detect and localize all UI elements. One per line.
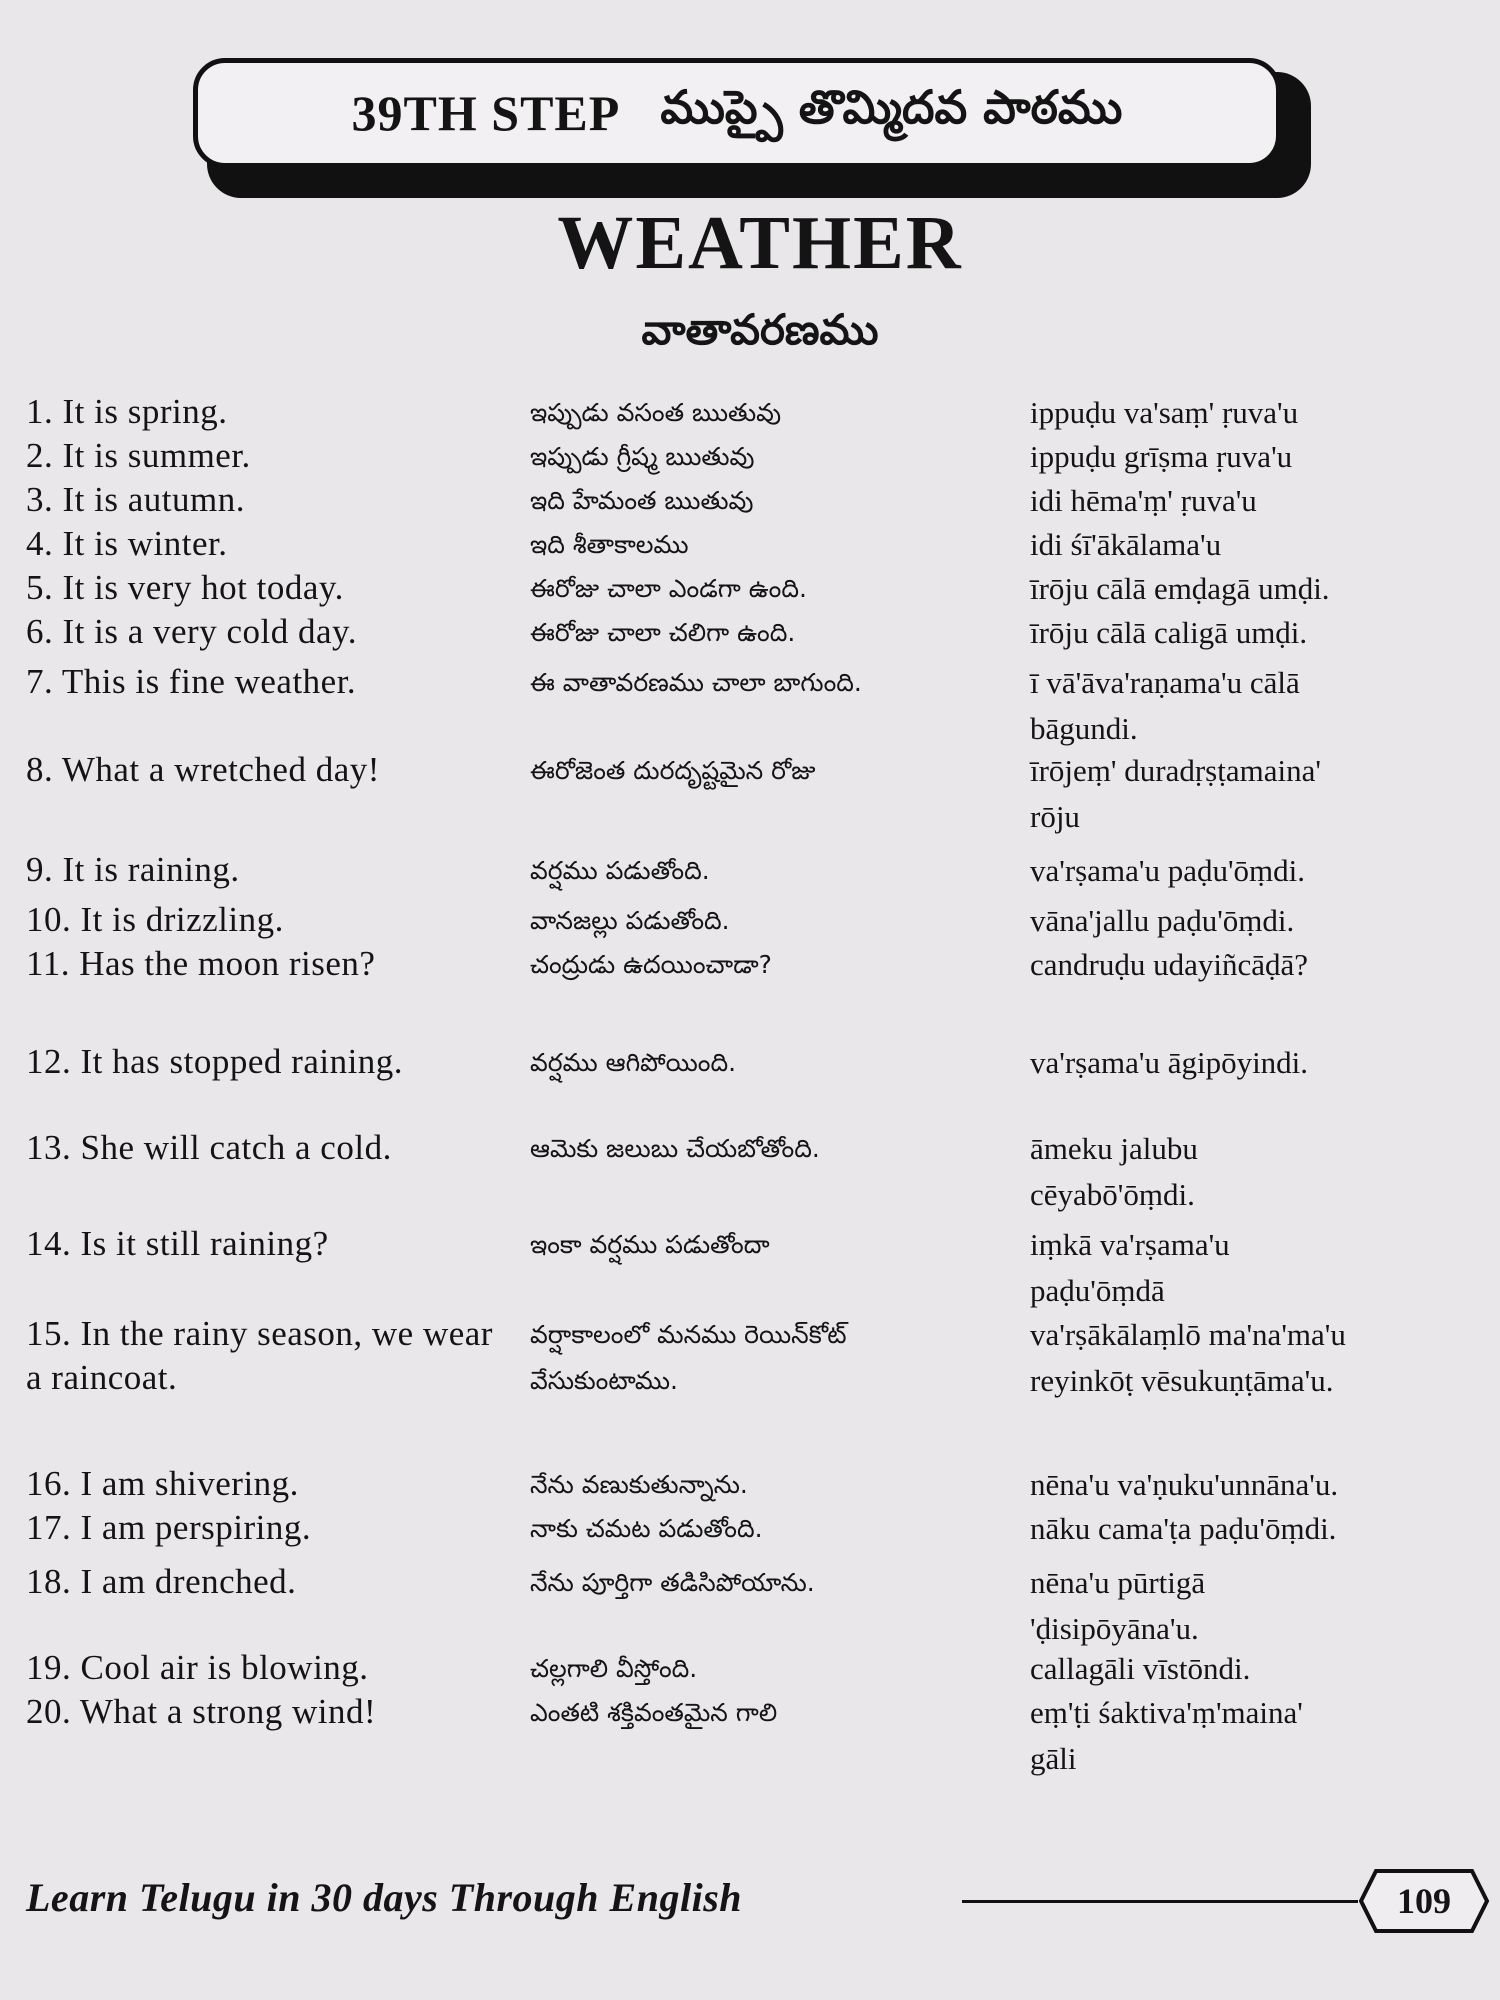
step-telugu-label: ముప్పై తొమ్మిదవ పాఠము [660,80,1123,134]
telugu-phrase: వానజల్లు పడుతోంది. [530,906,730,935]
english-phrase: 4. It is winter. [26,524,228,563]
english-phrase: 2. It is summer. [26,436,251,475]
page-title: WEATHER [557,201,963,285]
transliteration: iṃkā va'rṣama'u paḍu'ōṃdā [1030,1227,1230,1308]
telugu-phrase: చల్లగాలి వీస్తోంది. [530,1654,698,1683]
transliteration: va'rṣama'u paḍu'ōṃdi. [1030,853,1306,888]
telugu-phrase: ఈరోజెంత దురదృష్టమైన రోజు [530,756,816,785]
english-phrase: 15. In the rainy season, we wear a raincoat. [26,1314,493,1397]
transliteration: nāku cama'ṭa paḍu'ōṃdi. [1030,1511,1337,1546]
telugu-phrase: నాకు చమట పడుతోంది. [530,1514,763,1543]
page-subtitle-telugu: వాతావరణము [641,305,879,354]
telugu-phrase: చంద్రుడు ఉదయించాడా? [530,950,772,979]
transliteration: eṃ'ṭi śaktiva'ṃ'maina' gāli [1030,1695,1303,1776]
transliteration: callagāli vīstōndi. [1030,1651,1251,1686]
telugu-phrase: ఈరోజు చాలా ఎండగా ఉంది. [530,574,807,603]
english-phrase: 6. It is a very cold day. [26,612,357,651]
telugu-phrase: ఇంకా వర్షము పడుతోందా [530,1230,770,1259]
english-phrase: 14. Is it still raining? [26,1224,329,1263]
transliteration: īrōju cālā caligā umḍi. [1030,615,1308,650]
english-phrase: 1. It is spring. [26,392,228,431]
transliteration: ippuḍu grīṣma ṛuva'u [1030,439,1293,474]
telugu-phrase: ఇప్పుడు వసంత ఋతువు [530,398,782,427]
telugu-phrase: వర్షాకాలంలో మనము రెయిన్‌కోట్ వేసుకుంటాము. [530,1320,847,1395]
transliteration: va'rṣākālaṃlō ma'na'ma'u reyinkōṭ vēsukuṇṭāma'u. [1030,1317,1346,1398]
transliteration: īrōju cālā emḍagā umḍi. [1030,571,1330,606]
telugu-phrase: నేను వణుకుతున్నాను. [530,1470,748,1499]
english-phrase: 13. She will catch a cold. [26,1128,392,1167]
book-title-footer: Learn Telugu in 30 days Through English [26,1875,743,1920]
telugu-phrase: నేను పూర్తిగా తడిసిపోయాను. [530,1568,815,1597]
transliteration: va'rṣama'u āgipōyindi. [1030,1045,1309,1080]
english-phrase: 19. Cool air is blowing. [26,1648,369,1687]
telugu-phrase: ఇది హేమంత ఋతువు [530,486,754,515]
footer-rule [962,1900,1358,1903]
transliteration: nēna'u pūrtigā 'ḍisipōyāna'u. [1030,1565,1206,1646]
telugu-phrase: ఇది శీతాకాలము [530,530,689,559]
english-phrase: 11. Has the moon risen? [26,944,376,983]
telugu-phrase: వర్షము ఆగిపోయింది. [530,1048,737,1077]
english-phrase: 16. I am shivering. [26,1464,299,1503]
telugu-phrase: ఎంతటి శక్తివంతమైన గాలి [530,1698,778,1727]
english-phrase: 3. It is autumn. [26,480,245,519]
telugu-phrase: ఈ వాతావరణము చాలా బాగుంది. [530,668,862,697]
page-number: 109 [1397,1881,1451,1921]
english-phrase: 10. It is drizzling. [26,900,284,939]
transliteration: candruḍu udayiñcāḍā? [1030,947,1309,982]
page-number-badge [1358,1868,1490,1934]
transliteration: ippuḍu va'saṃ' ṛuva'u [1030,395,1299,430]
step-label: 39TH STEP [351,85,621,141]
english-phrase: 5. It is very hot today. [26,568,344,607]
transliteration: ī vā'āva'raṇama'u cālā bāgundi. [1030,665,1300,746]
english-phrase: 9. It is raining. [26,850,240,889]
transliteration: nēna'u va'ṇuku'unnāna'u. [1030,1467,1339,1502]
transliteration: āmeku jalubu cēyabō'ōṃdi. [1030,1131,1198,1212]
transliteration: īrōjeṃ' duradṛṣṭamaina' rōju [1030,753,1321,834]
english-phrase: 17. I am perspiring. [26,1508,312,1547]
transliteration: vāna'jallu paḍu'ōṃdi. [1030,903,1295,938]
english-phrase: 8. What a wretched day! [26,750,380,789]
telugu-phrase: వర్షము పడుతోంది. [530,856,710,885]
telugu-phrase: ఇప్పుడు గ్రీష్మ ఋతువు [530,442,755,471]
transliteration: idi śī'ākālama'u [1030,527,1222,562]
english-phrase: 20. What a strong wind! [26,1692,377,1731]
english-phrase: 18. I am drenched. [26,1562,297,1601]
english-phrase: 12. It has stopped raining. [26,1042,404,1081]
telugu-phrase: ఈరోజు చాలా చలిగా ఉంది. [530,618,796,647]
transliteration: idi hēma'ṃ' ṛuva'u [1030,483,1257,518]
english-phrase: 7. This is fine weather. [26,662,357,701]
telugu-phrase: ఆమెకు జలుబు చేయబోతోంది. [530,1134,820,1163]
